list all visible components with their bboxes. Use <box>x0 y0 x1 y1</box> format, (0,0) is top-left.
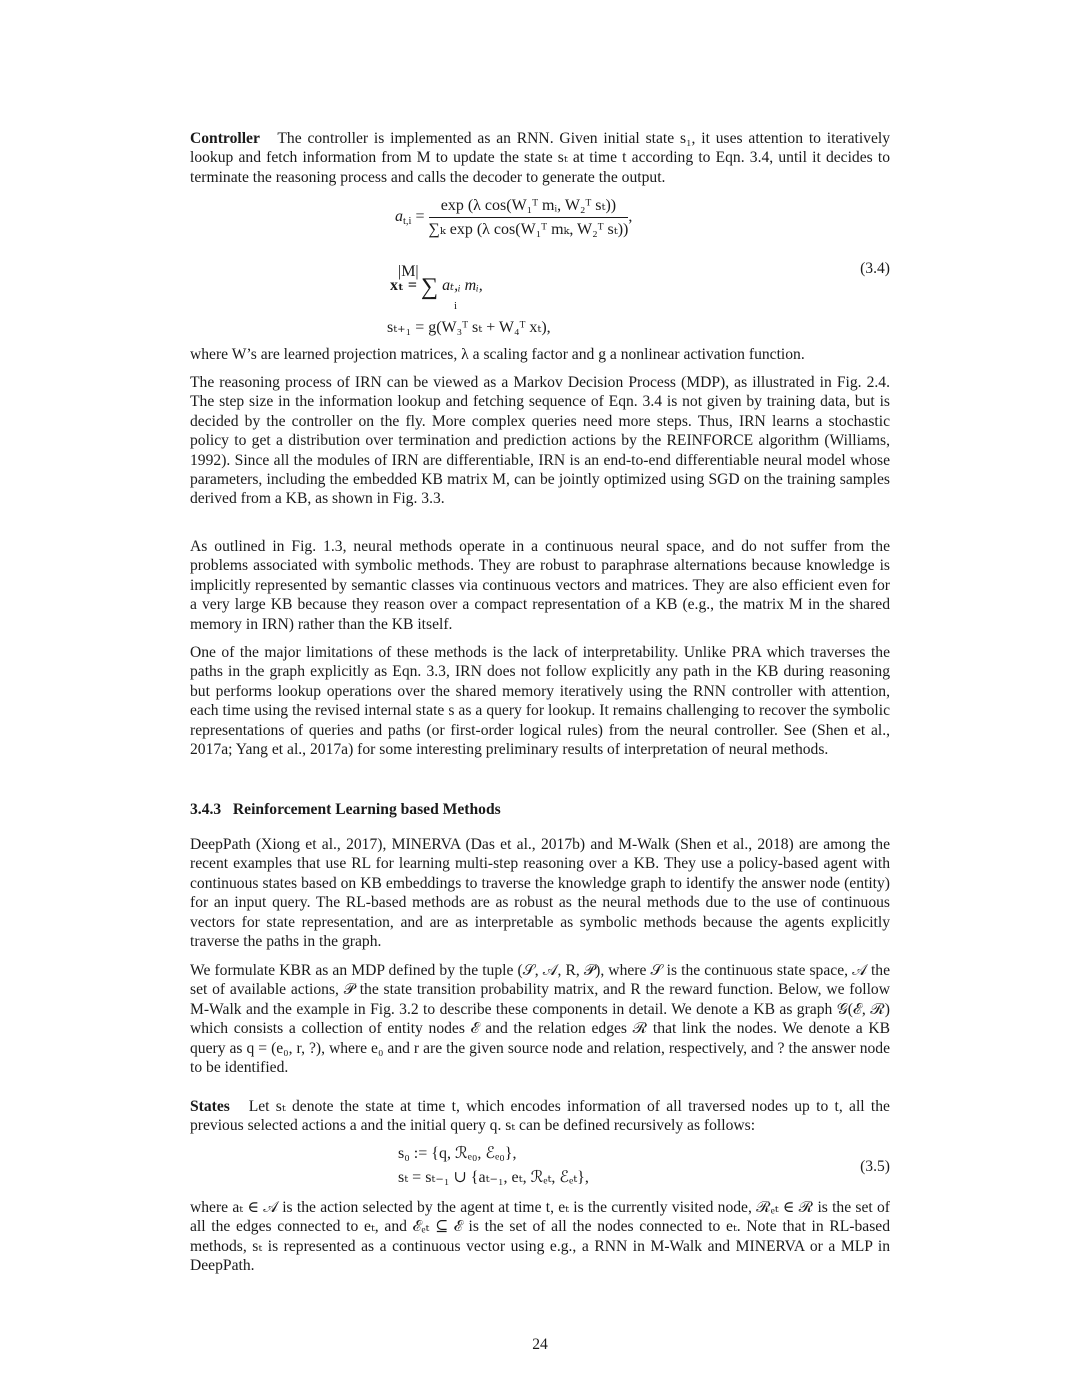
where-text: where aₜ ∈ 𝒜 is the action selected by the agent at time t, eₜ is the currently visited node, ℛₑₜ ∈ ℛ is the set of all the edges connected to eₜ, and ℰₑₜ ⊆ ℰ is the set of all the nodes connected to eₜ. Note that in RL-based methods, sₜ is represented as a continuous vector using e.g., a RNN in M-Walk and MINERVA or a MLP in DeepPath. <box>190 1199 890 1275</box>
states-heading: States <box>190 1098 230 1115</box>
outlined-text: As outlined in Fig. 1.3, neural methods operate in a continuous neural space, and do not suffer from the problems associated with symbolic methods. They are robust to paraphrase alternations because knowledge is implicitly represented by semantic classes via continuous vectors and matrices. They are also efficient even for a very large KB because they reason over a compact representation of a KB (e.g., the matrix M in the shared memory in IRN) rather than the KB itself. <box>190 538 890 633</box>
outlined-paragraph <box>190 537 890 634</box>
eq35-line1: s₀ := {q, ℛₑ₀, ℰₑ₀}, <box>398 1145 517 1162</box>
page-number: 24 <box>532 1336 548 1353</box>
limitations-text: One of the major limitations of these methods is the lack of interpretability. Unlike PRA which traverses the paths in the graph explicitly as Eqn. 3.3, IRN does not follow explicitly any path in the KB during reasoning but performs lookup operations over the shared memory iteratively using the RNN controller with attention, each time using the revised internal state s as a query for lookup. It remains challenging to recover the symbolic representations of queries and paths (or first-order logical rules) from the neural controller. See (Shen et al., 2017a; Yang et al., 2017a) for some interesting preliminary results of interpretation of neural methods. <box>190 644 890 759</box>
mdp-paragraph <box>190 373 890 509</box>
eq34-sum-bottom: i <box>454 300 458 312</box>
eq34-numerator: exp (λ cos(W₁ᵀ mᵢ, W₂ᵀ sₜ)) <box>429 196 629 218</box>
mdp-text: The reasoning process of IRN can be viewed as a Markov Decision Process (MDP), as illustrated in Fig. 2.4. The step size in the information lookup and fetching sequence of Eqn. 3.4 is not given by training data, but is decided by the controller on the fly. More complex queries need more steps. Thus, IRN learns a stochastic policy to get a distribution over termination and prediction actions by the REINFORCE algorithm (Williams, 1992). Since all the modules of IRN are differentiable, IRN is an end-to-end differentiable neural model whose parameters, including the embedded KB matrix M, can be jointly optimized using SGD on the training samples derived from a KB, as shown in Fig. 3.3. <box>190 374 890 508</box>
eq34-sum-symbol: ∑ <box>421 274 439 300</box>
controller-text: The controller is implemented as an RNN. Given initial state s₁, it uses attention to iteratively lookup and fetch information from M to update the state sₜ at time t according to Eqn. 3.4, until it decides to terminate the reasoning process and calls the decoder to generate the output. <box>190 130 890 186</box>
eq34-fraction <box>429 196 629 239</box>
deeppath-paragraph <box>190 835 890 951</box>
eq34-number: (3.4) <box>860 260 890 277</box>
eq34-line2 <box>390 274 483 300</box>
after-eq-text: where W’s are learned projection matrices, λ a scaling factor and g a nonlinear activation function. <box>190 346 805 363</box>
eq34-line3: sₜ₊₁ = g(W₃ᵀ sₜ + W₄ᵀ xₜ), <box>387 319 551 336</box>
eq34-line1: $a_{t,i}$ = $\frac{\text{exp (λ cos(W₁ᵀ mᵢ, W₂ᵀ sₜ))}}{\text{∑ₖ exp (λ cos(W₁ᵀ mₖ, W₂ᵀ sₜ))}}$ , <box>395 197 633 238</box>
deeppath-text: DeepPath (Xiong et al., 2017), MINERVA (Das et al., 2017b) and M-Walk (Shen et al., 2018) are among the recent examples that use RL for learning multi-step reasoning over a KB. They use a policy-based agent with continuous states based on KB embeddings to traverse the knowledge graph to identify the answer node (entity) for an input query. The RL-based methods are as robust as the neural methods due to the use of continuous vectors for state representation, and are as interpretable as symbolic methods because the agents explicitly traverse the paths in the graph. <box>190 836 890 951</box>
formulate-paragraph <box>190 961 890 1077</box>
formulate-text: We formulate KBR as an MDP defined by the tuple (𝒮, 𝒜, R, 𝒫), where 𝒮 is the continuous state space, 𝒜 the set of available actions, 𝒫 the state transition probability matrix, and R the reward function. Below, we follow M-Walk and the example in Fig. 3.2 to describe these components in detail. We denote a KB as graph 𝒢(ℰ, ℛ) which consists a collection of entity nodes ℰ and the relation edges ℛ that link the nodes. We denote a KB query as q = (e₀, r, ?), where e₀ and r are the given source node and relation, respectively, and ? the answer node to be identified. <box>190 962 890 1077</box>
states-paragraph <box>190 1097 890 1136</box>
after-equation-text <box>190 345 890 364</box>
eq34-line2-lhs: xₜ = <box>390 277 418 294</box>
eq34-lhs-sub: t,i <box>403 216 412 228</box>
eq35-line2: sₜ = sₜ₋₁ ∪ {aₜ₋₁, eₜ, ℛₑₜ, ℰₑₜ}, <box>398 1169 589 1186</box>
limitations-paragraph <box>190 643 890 759</box>
controller-heading: Controller <box>190 130 260 147</box>
controller-paragraph <box>190 129 890 187</box>
eq34-denominator: ∑ₖ exp (λ cos(W₁ᵀ mₖ, W₂ᵀ sₜ)) <box>428 221 629 238</box>
section-title: Reinforcement Learning based Methods <box>232 801 501 818</box>
section-heading <box>190 801 501 819</box>
eq34-lhs: a <box>395 208 403 226</box>
where-paragraph <box>190 1198 890 1276</box>
eq34-sum-top: |M| <box>398 263 419 280</box>
eq34-line2-rhs: aₜ,ᵢ mᵢ, <box>442 277 483 294</box>
eq35-number: (3.5) <box>860 1158 890 1175</box>
states-text: Let sₜ denote the state at time t, which encodes information of all traversed nodes up to t, all the previous selected actions a and the initial query q. sₜ can be defined recursively as follows: <box>190 1098 890 1135</box>
equation-3-5 <box>190 1144 890 1192</box>
equation-3-4 <box>190 196 890 346</box>
section-number: 3.4.3 <box>190 801 222 818</box>
